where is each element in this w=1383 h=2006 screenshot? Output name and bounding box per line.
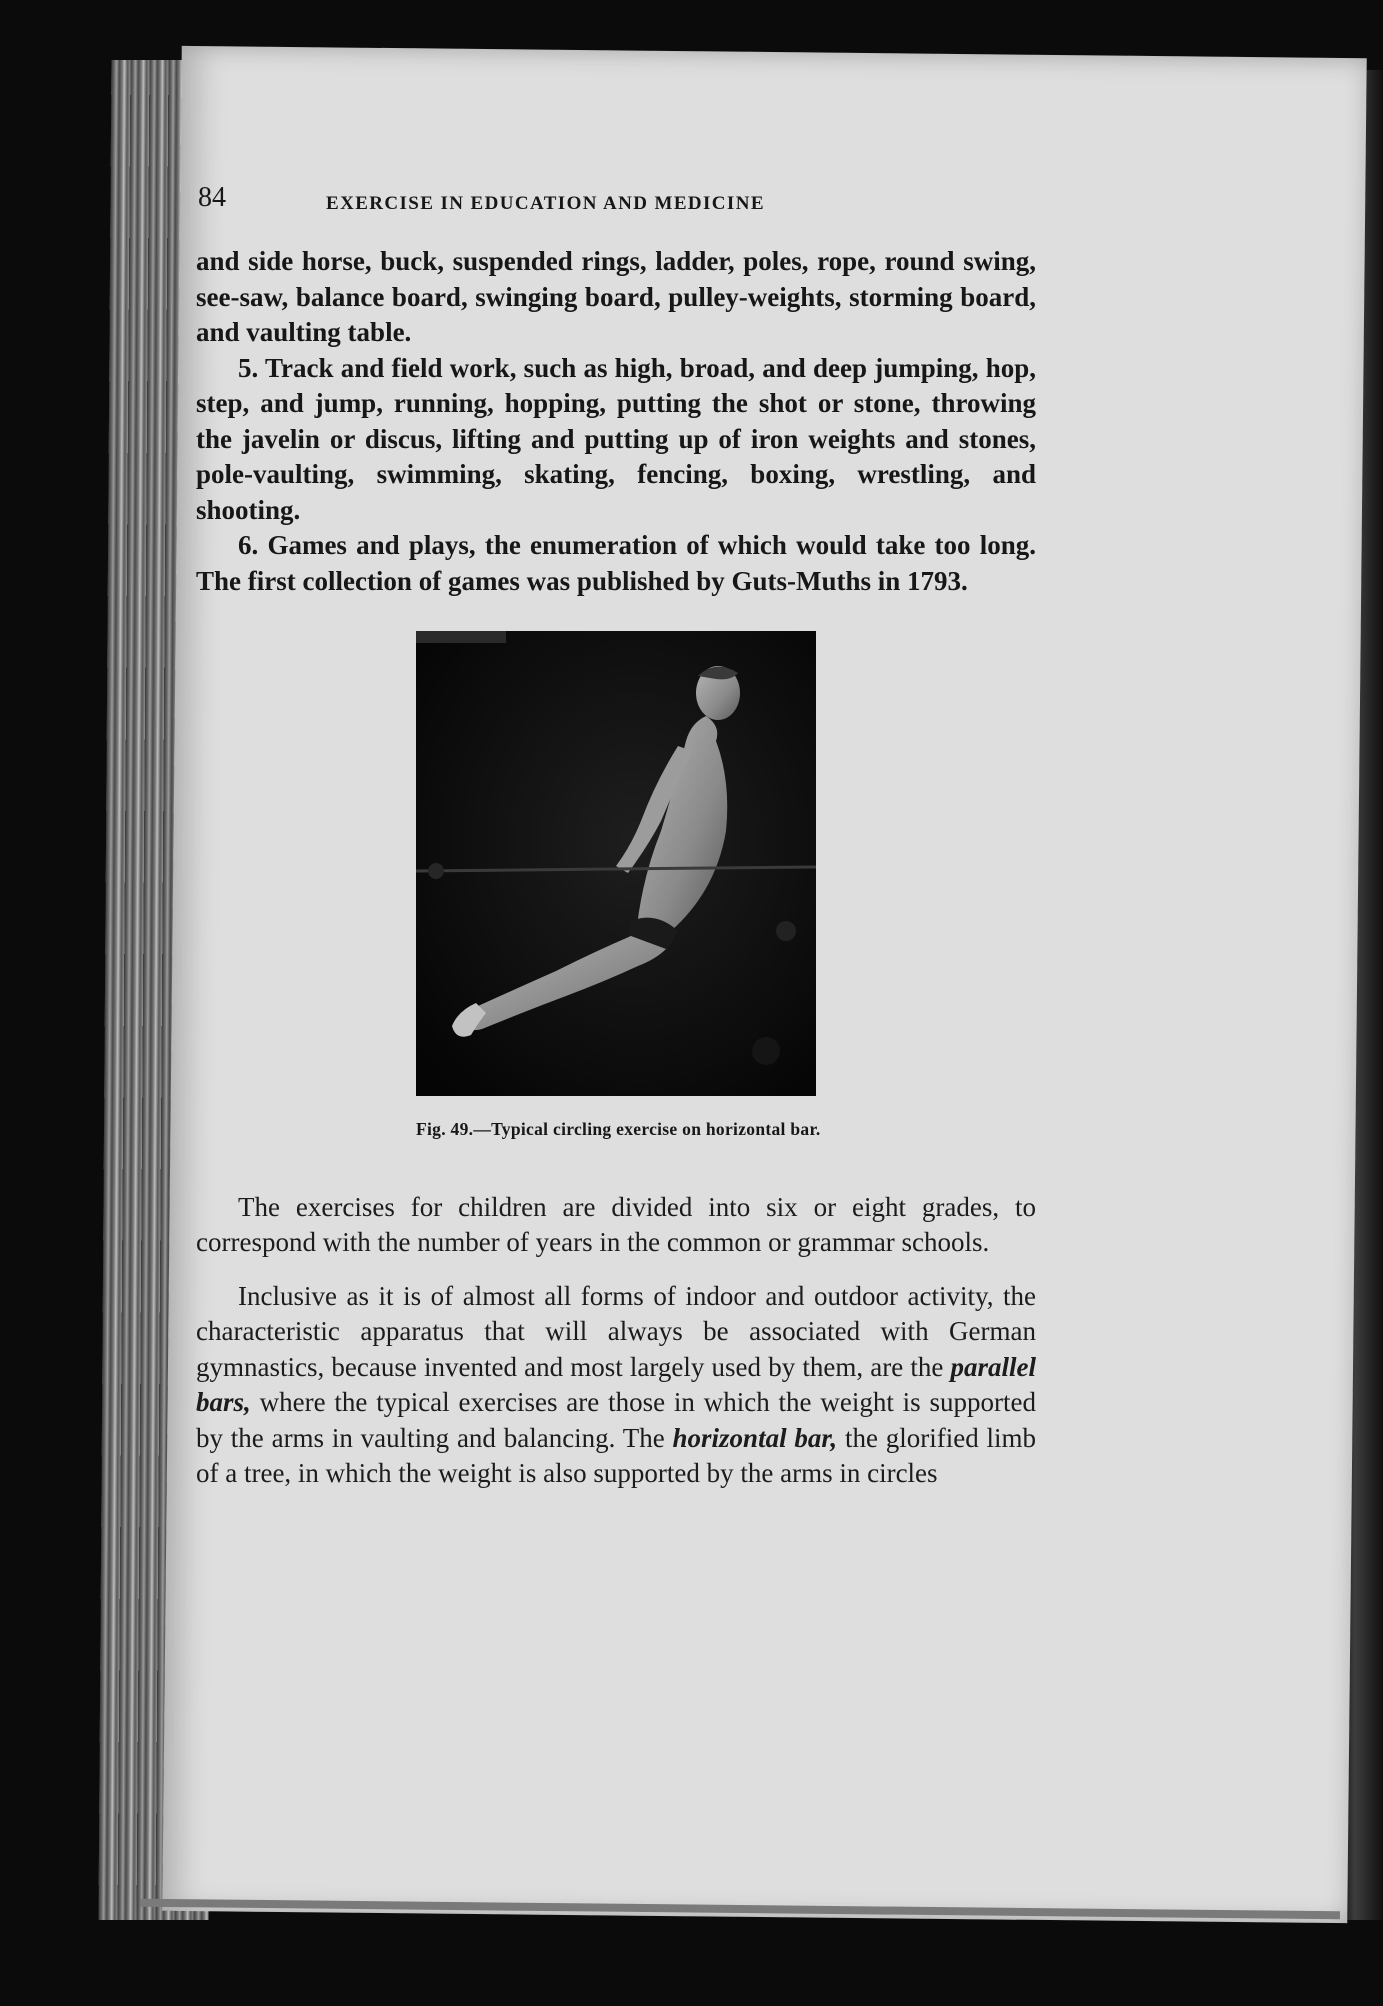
gymnast-silhouette-icon [416,631,816,1096]
paragraph-text-part: the glorified limb of a tree, in which the weight is also supported by the arms in circles [196,1422,1036,1488]
paragraph-games: 6. Games and plays, the enumeration of which would take too long. The first collection of games was published by Guts-Muths in 1793. [196,530,1036,596]
body-text-section [196,1190,1036,1492]
running-head-title: EXERCISE IN EDUCATION AND MEDICINE [326,193,765,214]
page-number: 84 [198,182,226,213]
figure-caption: Fig. 49.—Typical circling exercise on horizontal bar. [416,1119,821,1139]
emphasis-parallel-bars: parallel bars, [196,1351,1036,1417]
paragraph-german-apparatus [196,1279,1036,1492]
paragraph-text-part: Inclusive as it is of almost all forms of indoor and outdoor activity, the characteristic apparatus that will always be associated with German gymnastics, because invented and most largely used by them, are the [196,1280,1036,1382]
paragraph-children-grades: The exercises for children are divided into six or eight grades, to correspond with the number of years in the common or grammar schools. [196,1191,1036,1257]
paragraph-text-part: where the typical exercises are those in which the weight is supported by the arms in vaulting and balancing. The [196,1387,1036,1453]
page-content [196,180,1036,1492]
figure-49 [416,631,821,1148]
paragraph-apparatus-list: and side horse, buck, suspended rings, ladder, poles, rope, round swing, see-saw, balance board, swinging board, pulley-weights, storming board, and vaulting table. [196,246,1036,347]
paragraph-track-and-field: 5. Track and field work, such as high, broad, and deep jumping, hop, step, and jump, running, hopping, putting the shot or stone, throwing the javelin or discus, lifting and putting up of iron weights and stones, pole-vaulting, swimming, skating, fencing, boxing, wrestling, and shooting. [196,352,1036,525]
emphasis-horizontal-bar: horizontal bar, [672,1422,838,1453]
running-head [196,180,1036,224]
gymnast-photo [416,631,816,1096]
